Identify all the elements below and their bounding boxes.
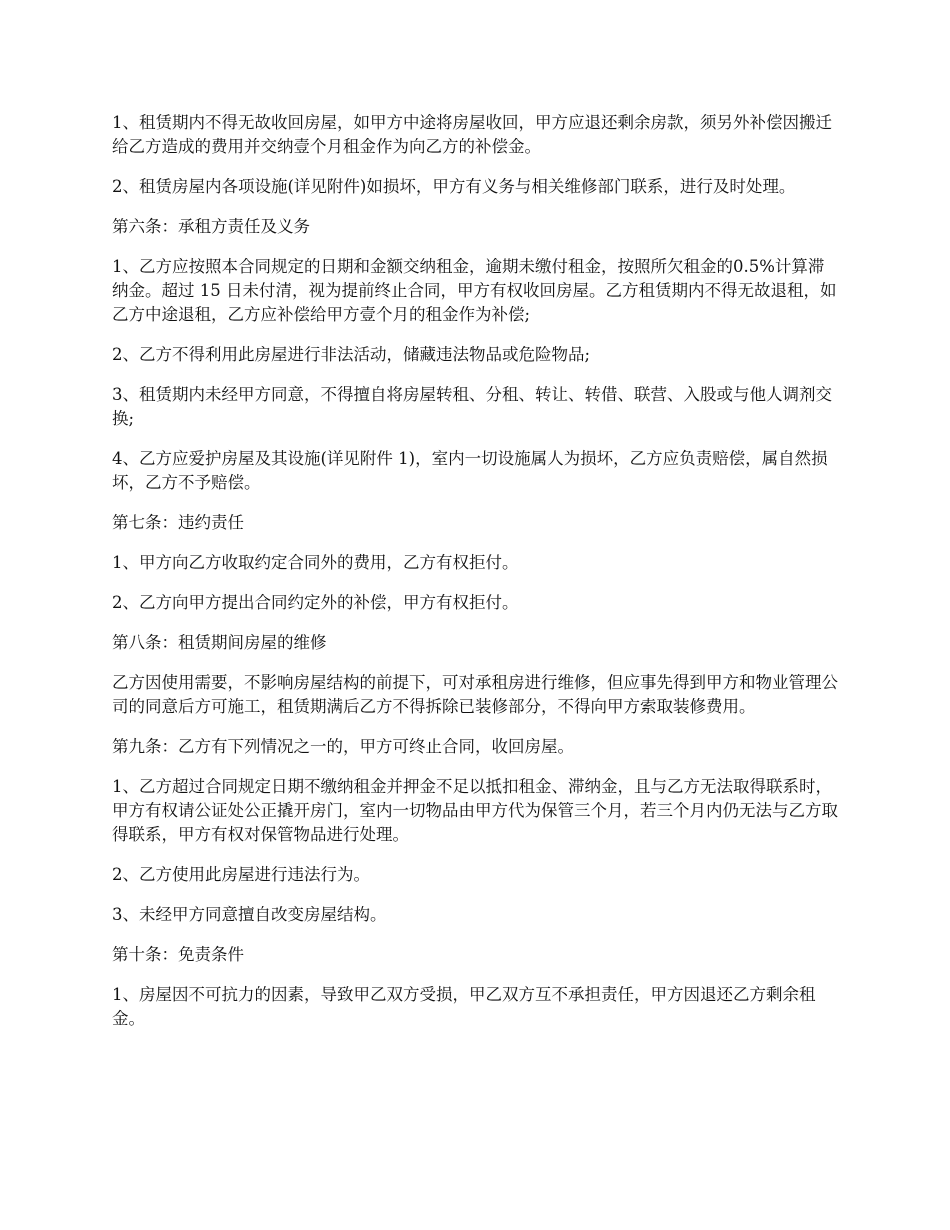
clause-tenant-no-sublet: 3、租赁期内未经甲方同意，不得擅自将房屋转租、分租、转让、转借、联营、入股或与他人调剂交换;: [112, 385, 832, 428]
clause-tenant-no-illegal-use: 2、乙方不得利用此房屋进行非法活动，储藏违法物品或危险物品;: [112, 345, 591, 364]
article-7-heading: 第七条：违约责任: [112, 513, 244, 532]
clause-force-majeure: 1、房屋因不可抗力的因素，导致甲乙双方受损，甲乙双方互不承担责任，甲方因退还乙方剩余租金。: [112, 985, 816, 1028]
article-10-heading: 第十条：免责条件: [112, 945, 244, 964]
clause-termination-nonpayment: 1、乙方超过合同规定日期不缴纳租金并押金不足以抵扣租金、滞纳金，且与乙方无法取得联系时，甲方有权请公证处公正撬开房门，室内一切物品由甲方代为保管三个月，若三个月内仍无法与乙方取得联系，甲方有权对保管物品进行处理。: [112, 777, 838, 844]
clause-breach-tenant-compensation: 2、乙方向甲方提出合同约定外的补偿，甲方有权拒付。: [112, 593, 519, 612]
clause-tenant-rent-payment: 1、乙方应按照本合同规定的日期和金额交纳租金，逾期未缴付租金，按照所欠租金的0.5%计算滞纳金。超过 15 日未付清，视为提前终止合同，甲方有权收回房屋。乙方租赁期内不得无故退租，如乙方中途退租，乙方应补偿给甲方壹个月的租金作为补偿;: [112, 257, 837, 324]
clause-termination-illegal-acts: 2、乙方使用此房屋进行违法行为。: [112, 865, 370, 884]
clause-landlord-no-repossession: 1、租赁期内不得无故收回房屋，如甲方中途将房屋收回，甲方应退还剩余房款，须另外补偿因搬迁给乙方造成的费用并交纳壹个月租金作为向乙方的补偿金。: [112, 113, 832, 156]
article-6-heading: 第六条：承租方责任及义务: [112, 217, 310, 236]
clause-maintenance-renovation: 乙方因使用需要，不影响房屋结构的前提下，可对承租房进行维修，但应事先得到甲方和物业管理公司的同意后方可施工，租赁期满后乙方不得拆除已装修部分，不得向甲方索取装修费用。: [112, 673, 838, 716]
document-body: [112, 111, 838, 1031]
clause-termination-structure-change: 3、未经甲方同意擅自改变房屋结构。: [112, 905, 387, 924]
clause-landlord-repair-facilities: 2、租赁房屋内各项设施(详见附件)如损坏，甲方有义务与相关维修部门联系，进行及时处理。: [112, 177, 796, 196]
clause-tenant-care-facilities: 4、乙方应爱护房屋及其设施(详见附件 1)，室内一切设施属人为损坏，乙方应负责赔偿，属自然损坏，乙方不予赔偿。: [112, 449, 828, 492]
article-9-heading: 第九条：乙方有下列情况之一的，甲方可终止合同，收回房屋。: [112, 737, 574, 756]
clause-breach-landlord-fees: 1、甲方向乙方收取约定合同外的费用，乙方有权拒付。: [112, 553, 519, 572]
article-8-heading: 第八条：租赁期间房屋的维修: [112, 633, 327, 652]
